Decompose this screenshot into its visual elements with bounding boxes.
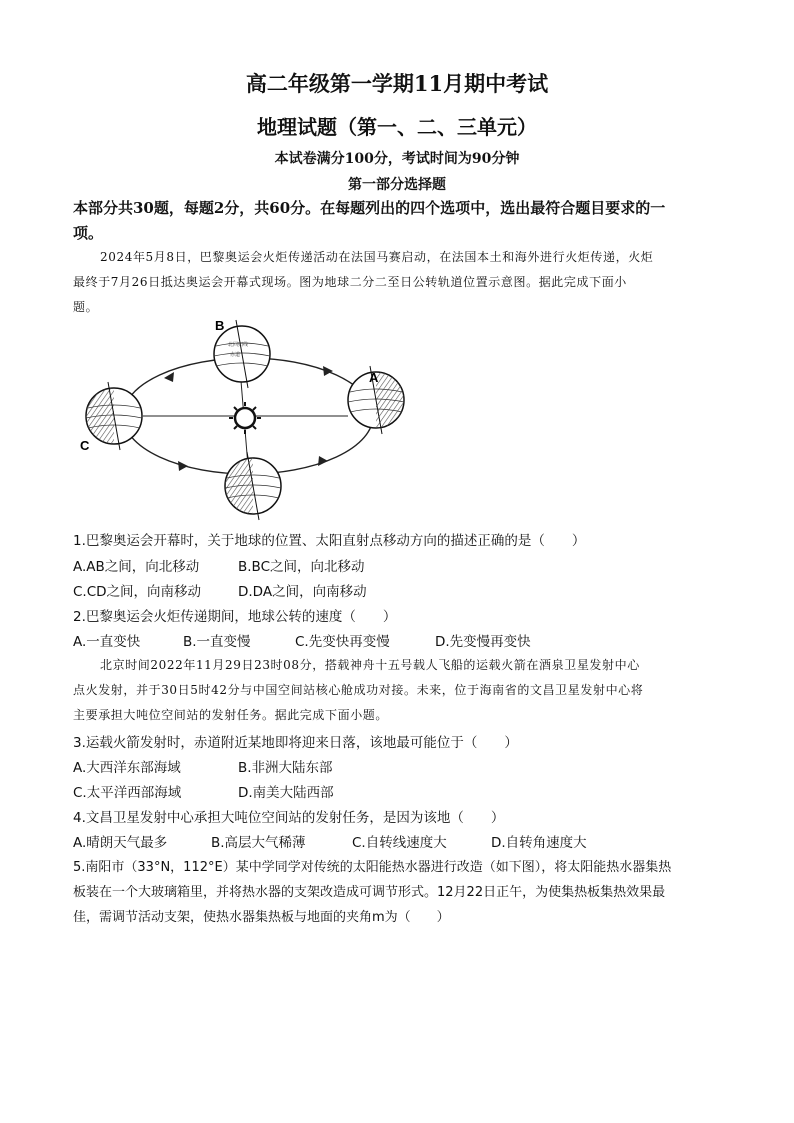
orbit-arrow-top-right bbox=[323, 366, 333, 376]
q3-option-d[interactable]: D.南美大陆西部 bbox=[238, 785, 334, 801]
q4-option-a[interactable]: A.晴朗天气最多 bbox=[73, 835, 168, 851]
label-b: B bbox=[215, 318, 225, 333]
orbit-arrow-bottom-left bbox=[178, 461, 188, 471]
orbit-diagram bbox=[78, 316, 438, 526]
orbit-arrow-top bbox=[164, 372, 174, 382]
q3-option-c[interactable]: C.太平洋西部海域 bbox=[73, 785, 182, 801]
q4-option-c[interactable]: C.自转线速度大 bbox=[352, 835, 447, 851]
q4-option-d[interactable]: D.自转角速度大 bbox=[491, 835, 587, 851]
instructions-line-2: 项。 bbox=[73, 224, 104, 242]
orbit-arrow-bottom-right bbox=[318, 456, 328, 466]
q4-option-b[interactable]: B.高层大气稀薄 bbox=[211, 835, 306, 851]
q2-stem: 2.巴黎奥运会火炬传递期间，地球公转的速度（ ） bbox=[73, 609, 397, 625]
q1-option-b[interactable]: B.BC之间，向北移动 bbox=[238, 559, 365, 575]
q4-stem: 4.文昌卫星发射中心承担大吨位空间站的发射任务，是因为该地（ ） bbox=[73, 810, 505, 826]
q3-stem: 3.运载火箭发射时，赤道附近某地即将迎来日落，该地最可能位于（ ） bbox=[73, 735, 518, 751]
passage1-line-1: 2024年5月8日，巴黎奥运会火炬传递活动在法国马赛启动，在法国本土和海外进行火炬传递，火炬 bbox=[100, 250, 654, 264]
q3-option-b[interactable]: B.非洲大陆东部 bbox=[238, 760, 333, 776]
q5-line-1: 5.南阳市（33°N，112°E）某中学同学对传统的太阳能热水器进行改造（如下图），将太阳能热水器集热 bbox=[73, 860, 672, 875]
earth-position-d bbox=[225, 452, 281, 520]
passage1-line-2: 最终于7月26日抵达奥运会开幕式现场。图为地球二分二至日公转轨道位置示意图。据此完成下面小 bbox=[73, 275, 627, 289]
exam-subject: 地理试题（第一、二、三单元） bbox=[257, 115, 537, 139]
q1-option-d[interactable]: D.DA之间，向南移动 bbox=[238, 584, 367, 600]
label-a: A bbox=[369, 370, 379, 385]
passage2-line-3: 主要承担大吨位空间站的发射任务。据此完成下面小题。 bbox=[73, 708, 389, 722]
q3-option-a[interactable]: A.大西洋东部海域 bbox=[73, 760, 181, 776]
exam-info: 本试卷满分100分，考试时间为90分钟 bbox=[274, 151, 520, 167]
q5-line-3: 佳，需调节活动支架，使热水器集热板与地面的夹角m为（ ） bbox=[73, 910, 450, 925]
q1-option-c[interactable]: C.CD之间，向南移动 bbox=[73, 584, 202, 600]
passage2-line-1: 北京时间2022年11月29日23时08分，搭载神舟十五号载人飞船的运载火箭在酒泉卫星发射中心 bbox=[100, 658, 640, 672]
sun-icon bbox=[229, 402, 261, 434]
section-heading: 第一部分选择题 bbox=[348, 177, 446, 193]
passage2-line-2: 点火发射，并于30日5时42分与中国空间站核心舱成功对接。未来，位于海南省的文昌卫星发射中心将 bbox=[73, 683, 644, 697]
q5-line-2: 板装在一个大玻璃箱里，并将热水器的支架改造成可调节形式。12月22日正午，为使集热板集热效果最 bbox=[73, 885, 666, 900]
passage1-line-3: 题。 bbox=[73, 300, 99, 314]
q1-stem: 1.巴黎奥运会开幕时，关于地球的位置、太阳直射点移动方向的描述正确的是（ ） bbox=[73, 533, 586, 549]
q2-option-c[interactable]: C.先变快再变慢 bbox=[295, 634, 390, 650]
q1-option-a[interactable]: A.AB之间，向北移动 bbox=[73, 559, 200, 575]
svg-text:北回归线: 北回归线 bbox=[228, 342, 249, 348]
svg-text:赤道: 赤道 bbox=[230, 352, 241, 358]
instructions-line-1: 本部分共30题，每题2分，共60分。在每题列出的四个选项中，选出最符合题目要求的一 bbox=[73, 199, 666, 217]
q2-option-a[interactable]: A.一直变快 bbox=[73, 634, 141, 650]
exam-title: 高二年级第一学期11月期中考试 bbox=[245, 71, 549, 96]
q2-option-b[interactable]: B.一直变慢 bbox=[183, 634, 251, 650]
q2-option-d[interactable]: D.先变慢再变快 bbox=[435, 634, 531, 650]
label-c: C bbox=[80, 438, 90, 453]
